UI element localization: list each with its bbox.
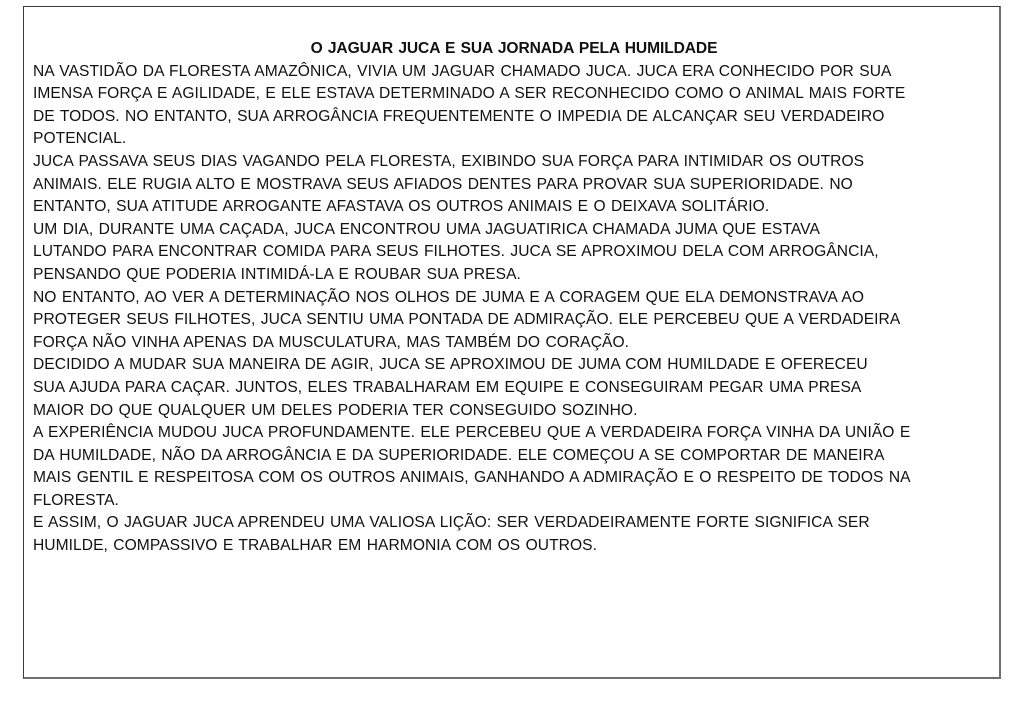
text-line: DA HUMILDADE, NÃO DA ARROGÂNCIA E DA SUPERIORIDADE. ELE COMEÇOU A SE COMPORTAR DE MANEIRA [33,446,885,464]
text-line: HUMILDE, COMPASSIVO E TRABALHAR EM HARMONIA COM OS OUTROS. [33,537,597,555]
paragraph-2 [33,151,995,219]
text-line: FLORESTA. [33,491,119,509]
text-line: ANIMAIS. ELE RUGIA ALTO E MOSTRAVA SEUS AFIADOS DENTES PARA PROVAR SUA SUPERIORIDADE. NO [33,175,853,193]
text-line: POTENCIAL. [33,130,127,148]
paragraph-1 [33,61,995,151]
story-content [33,38,995,558]
text-line: NA VASTIDÃO DA FLORESTA AMAZÔNICA, VIVIA UM JAGUAR CHAMADO JUCA. JUCA ERA CONHECIDO POR SUA [33,62,892,80]
text-line: PENSANDO QUE PODERIA INTIMIDÁ-LA E ROUBAR SUA PRESA. [33,265,521,283]
text-line: MAIS GENTIL E RESPEITOSA COM OS OUTROS ANIMAIS, GANHANDO A ADMIRAÇÃO E O RESPEITO DE TODOS NA [33,469,911,487]
paragraph-4 [33,287,995,355]
text-line: DECIDIDO A MUDAR SUA MANEIRA DE AGIR, JUCA SE APROXIMOU DE JUMA COM HUMILDADE E OFERECEU [33,356,868,374]
text-line: JUCA PASSAVA SEUS DIAS VAGANDO PELA FLORESTA, EXIBINDO SUA FORÇA PARA INTIMIDAR OS OUTROS [33,152,865,170]
paragraph-6 [33,422,995,512]
text-line: PROTEGER SEUS FILHOTES, JUCA SENTIU UMA PONTADA DE ADMIRAÇÃO. ELE PERCEBEU QUE A VERDADEIRA [33,311,901,329]
text-line: ENTANTO, SUA ATITUDE ARROGANTE AFASTAVA OS OUTROS ANIMAIS E O DEIXAVA SOLITÁRIO. [33,198,770,216]
paragraph-5 [33,354,995,422]
paragraph-3 [33,219,995,287]
text-line: IMENSA FORÇA E AGILIDADE, E ELE ESTAVA DETERMINADO A SER RECONHECIDO COMO O ANIMAL MAIS FORTE [33,85,906,103]
paragraph-7 [33,512,995,557]
text-line: DE TODOS. NO ENTANTO, SUA ARROGÂNCIA FREQUENTEMENTE O IMPEDIA DE ALCANÇAR SEU VERDADEIRO [33,107,885,125]
text-line: UM DIA, DURANTE UMA CAÇADA, JUCA ENCONTROU UMA JAGUATIRICA CHAMADA JUMA QUE ESTAVA [33,220,820,238]
text-line: SUA AJUDA PARA CAÇAR. JUNTOS, ELES TRABALHARAM EM EQUIPE E CONSEGUIRAM PEGAR UMA PRESA [33,378,862,396]
text-line: NO ENTANTO, AO VER A DETERMINAÇÃO NOS OLHOS DE JUMA E A CORAGEM QUE ELA DEMONSTRAVA AO [33,288,865,306]
text-line: MAIOR DO QUE QUALQUER UM DELES PODERIA TER CONSEGUIDO SOZINHO. [33,401,638,419]
text-line: A EXPERIÊNCIA MUDOU JUCA PROFUNDAMENTE. ELE PERCEBEU QUE A VERDADEIRA FORÇA VINHA DA UNIÃO E [33,424,911,442]
text-line: LUTANDO PARA ENCONTRAR COMIDA PARA SEUS FILHOTES. JUCA SE APROXIMOU DELA COM ARROGÂNCIA, [33,243,879,261]
text-line: FORÇA NÃO VINHA APENAS DA MUSCULATURA, MAS TAMBÉM DO CORAÇÃO. [33,333,630,351]
story-title: O JAGUAR JUCA E SUA JORNADA PELA HUMILDADE [310,40,718,57]
story-text-box [23,6,1001,679]
text-line: E ASSIM, O JAGUAR JUCA APRENDEU UMA VALIOSA LIÇÃO: SER VERDADEIRAMENTE FORTE SIGNIFICA SER [33,514,870,532]
